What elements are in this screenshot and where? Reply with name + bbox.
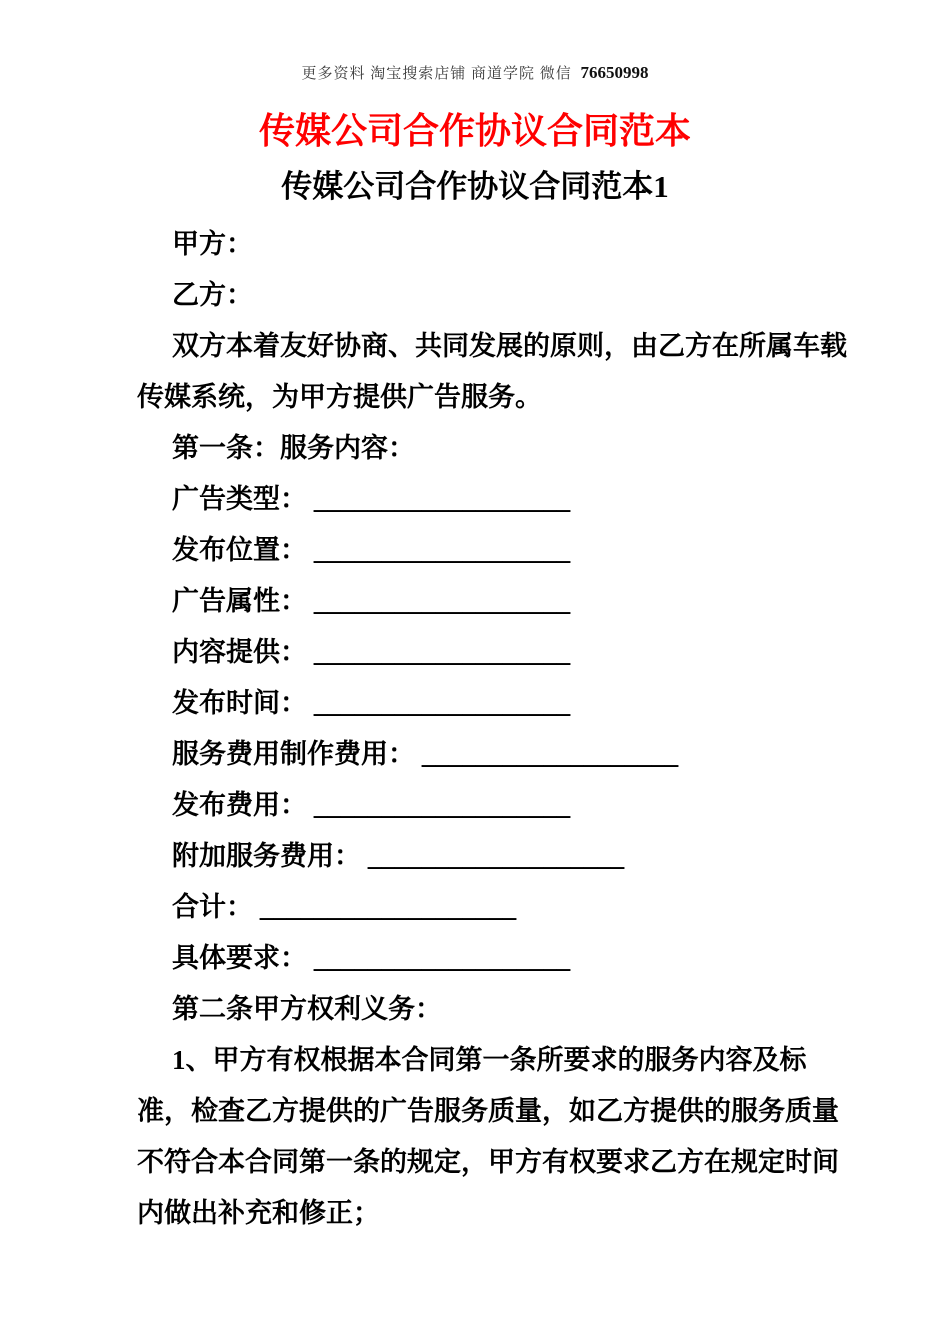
field-service-production-fee <box>137 729 850 780</box>
para-party-b: 乙方： <box>172 280 253 310</box>
field-additional-service-fee-blank: ___________________ <box>367 841 625 871</box>
promo-header-number: 76650998 <box>580 63 649 82</box>
field-specific-requirements <box>137 933 850 984</box>
field-publish-time-label: 发布时间： <box>172 688 307 718</box>
heading-clause-2: 第二条甲方权利义务： <box>172 994 442 1024</box>
heading-clause-1: 第一条：服务内容： <box>172 433 415 463</box>
document-subtitle: 传媒公司合作协议合同范本1 <box>281 169 669 204</box>
field-publish-position-label: 发布位置： <box>172 535 307 565</box>
promo-header <box>0 62 950 83</box>
field-content-provider-label: 内容提供： <box>172 637 307 667</box>
field-total-blank: ___________________ <box>259 892 517 922</box>
para-party-a: 甲方： <box>172 229 253 259</box>
field-specific-requirements-blank: ___________________ <box>313 943 571 973</box>
field-publish-position-blank: ___________________ <box>313 535 571 565</box>
field-publish-fee-blank: ___________________ <box>313 790 571 820</box>
field-publish-time <box>137 678 850 729</box>
field-ad-type-blank: ___________________ <box>313 484 571 514</box>
field-publish-time-blank: ___________________ <box>313 688 571 718</box>
field-ad-attribute-blank: ___________________ <box>313 586 571 616</box>
field-total <box>137 882 850 933</box>
field-additional-service-fee <box>137 831 850 882</box>
field-content-provider <box>137 627 850 678</box>
para-clause2-item1: 1、甲方有权根据本合同第一条所要求的服务内容及标准，检查乙方提供的广告服务质量，如乙方提供的服务质量不符合本合同第一条的规定，甲方有权要求乙方在规定时间内做出补充和修正； <box>137 1045 839 1228</box>
field-publish-position <box>137 525 850 576</box>
document-title: 传媒公司合作协议合同范本 <box>258 111 691 151</box>
field-publish-fee-label: 发布费用： <box>172 790 307 820</box>
field-service-production-fee-blank: ___________________ <box>421 739 679 769</box>
field-service-production-fee-label: 服务费用制作费用： <box>172 739 415 769</box>
field-publish-fee <box>137 780 850 831</box>
document-body <box>0 219 950 1239</box>
field-ad-attribute-label: 广告属性： <box>172 586 307 616</box>
para-intro: 双方本着友好协商、共同发展的原则，由乙方在所属车载传媒系统，为甲方提供广告服务。 <box>137 331 847 412</box>
field-additional-service-fee-label: 附加服务费用： <box>172 841 361 871</box>
field-ad-type <box>137 474 850 525</box>
field-ad-attribute <box>137 576 850 627</box>
field-content-provider-blank: ___________________ <box>313 637 571 667</box>
field-specific-requirements-label: 具体要求： <box>172 943 307 973</box>
promo-header-text: 更多资料 淘宝搜索店铺 商道学院 微信 <box>301 66 572 82</box>
field-ad-type-label: 广告类型： <box>172 484 307 514</box>
field-total-label: 合计： <box>172 892 253 922</box>
